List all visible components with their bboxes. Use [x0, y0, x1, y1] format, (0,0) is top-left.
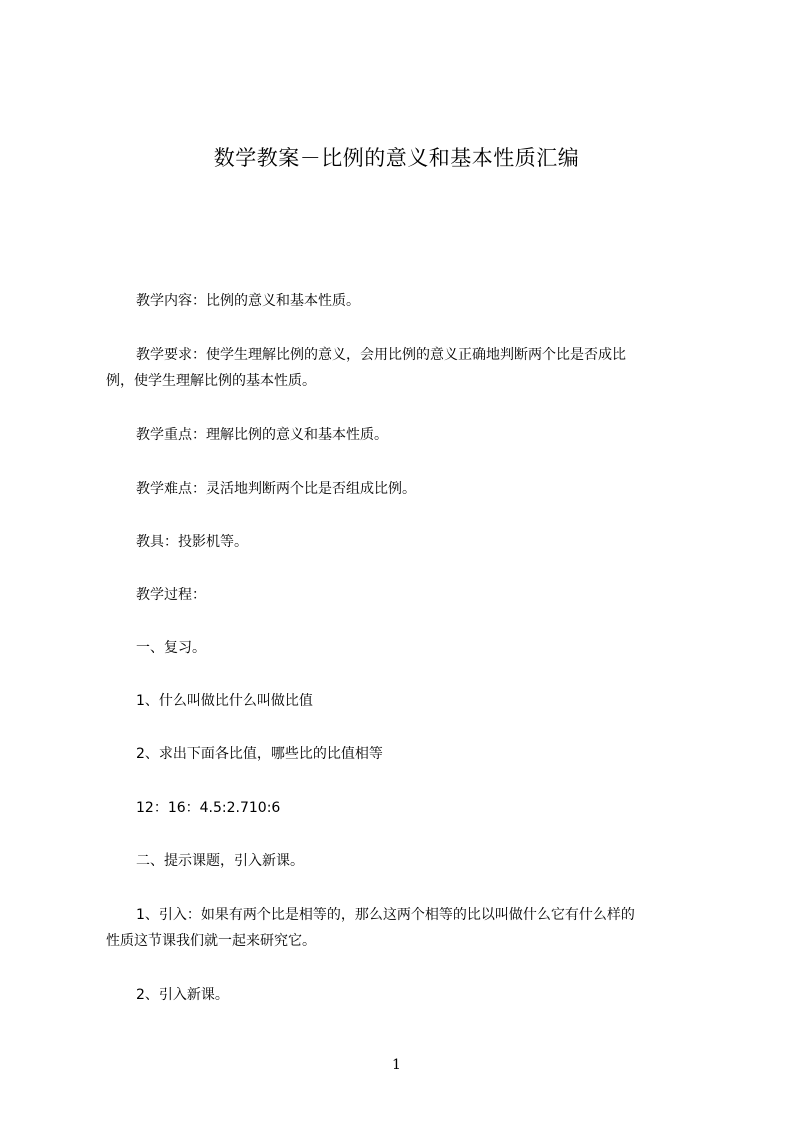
paragraph-line: 性质这节课我们就一起来研究它。: [106, 933, 316, 949]
ratio-expression: [106, 795, 706, 821]
paragraph-teaching-content: [106, 288, 706, 314]
paragraph-line: 12：16：4.5:2.710:6: [136, 800, 281, 816]
paragraph-line: 教具：投影机等。: [136, 534, 248, 550]
paragraph-line: 教学内容：比例的意义和基本性质。: [136, 293, 360, 309]
paragraph-teaching-difficulty: [106, 476, 706, 502]
paragraph-teaching-process: [106, 582, 706, 608]
list-item-question-2: [106, 741, 706, 767]
paragraph-line: 1、引入：如果有两个比是相等的，那么这两个相等的比以叫做什么它有什么样的: [136, 907, 635, 923]
paragraph-line: 2、引入新课。: [136, 987, 229, 1003]
paragraph-line: 教学重点：理解比例的意义和基本性质。: [136, 427, 388, 443]
paragraph-teaching-focus: [106, 422, 706, 448]
paragraph-line: 2、求出下面各比值，哪些比的比值相等: [136, 746, 383, 762]
paragraph-line: 例，使学生理解比例的基本性质。: [106, 373, 316, 389]
list-item-question-1: [106, 688, 706, 714]
paragraph-teaching-aids: [106, 529, 706, 555]
paragraph-line: 1、什么叫做比什么叫做比值: [136, 693, 313, 709]
paragraph-line: 一、复习。: [136, 640, 206, 656]
paragraph-line: 教学过程：: [136, 587, 206, 603]
paragraph-line: 教学要求：使学生理解比例的意义，会用比例的意义正确地判断两个比是否成比: [136, 347, 626, 363]
paragraph-line: 教学难点：灵活地判断两个比是否组成比例。: [136, 481, 416, 497]
page-number: 1: [392, 1057, 401, 1073]
paragraph-teaching-requirements: [106, 342, 706, 394]
section-heading-review: [106, 635, 706, 661]
section-heading-new-lesson: [106, 848, 706, 874]
document-title: 数学教案－比例的意义和基本性质汇编: [213, 146, 580, 170]
list-item-new-lesson: [106, 982, 706, 1008]
paragraph-line: 二、提示课题，引入新课。: [136, 853, 304, 869]
list-item-introduction: [106, 902, 706, 954]
